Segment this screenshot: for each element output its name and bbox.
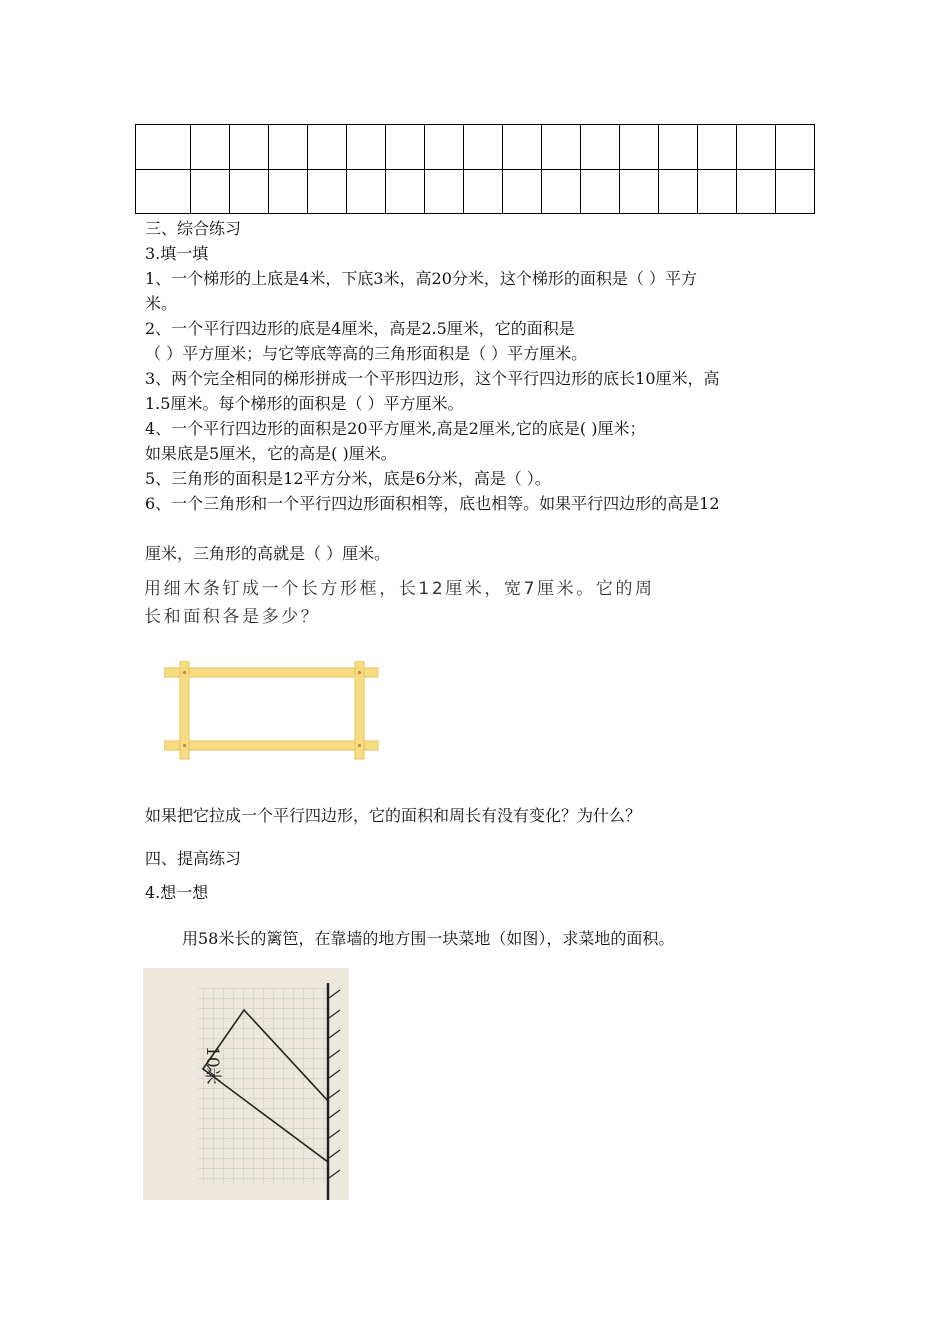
grid-cell [542, 169, 581, 214]
grid-cell [308, 125, 347, 170]
question-4: 4、一个平行四边形的面积是20平方厘米,高是2厘米,它的底是( )厘米； [145, 419, 646, 438]
question-2-cont: （ ）平方厘米；与它等底等高的三角形面积是（ ）平方厘米。 [145, 344, 588, 363]
section4-subheading: 4.想一想 [145, 883, 209, 902]
answer-grid-table [135, 124, 815, 214]
grid-cell [269, 125, 308, 170]
grid-cell [136, 125, 191, 170]
grid-cell [425, 169, 464, 214]
grid-cell [230, 125, 269, 170]
grid-cell [386, 125, 425, 170]
grid-cell [620, 125, 659, 170]
grid-cell [698, 169, 737, 214]
grid-cell [737, 169, 776, 214]
grid-cell [269, 169, 308, 214]
grid-cell [308, 169, 347, 214]
grid-cell [347, 125, 386, 170]
question-change: 如果把它拉成一个平行四边形，它的面积和周长有没有变化？为什么？ [145, 806, 642, 825]
scanned-problem-line-2: 长和面积各是多少？ [144, 607, 321, 627]
grid-cell [503, 125, 542, 170]
grid-cell [503, 169, 542, 214]
garden-side-label: 10米 [202, 1046, 222, 1085]
section3-heading: 三、综合练习 [145, 219, 242, 238]
grid-cell [698, 125, 737, 170]
garden-diagram-svg [143, 968, 349, 1200]
problem-fence: 用58米长的篱笆，在靠墙的地方围一块菜地（如图），求菜地的面积。 [182, 929, 675, 948]
grid-cell [464, 125, 503, 170]
grid-cell [581, 125, 620, 170]
grid-cell [191, 169, 230, 214]
grid-cell [659, 169, 698, 214]
grid-cell [191, 125, 230, 170]
grid-cell [464, 169, 503, 214]
grid-cell [737, 125, 776, 170]
question-6-cont: 厘米，三角形的高就是（ ）厘米。 [145, 544, 391, 563]
grid-cell [776, 169, 815, 214]
question-4-cont: 如果底是5厘米，它的高是( )厘米。 [145, 444, 397, 463]
question-1-cont: 米。 [145, 294, 178, 313]
grid-cell [542, 125, 581, 170]
grid-cell [659, 125, 698, 170]
scanned-problem-line-1: 用细木条钉成一个长方形框，长12厘米，宽7厘米。它的周 [144, 579, 655, 599]
question-5: 5、三角形的面积是12平方分米，底是6分米，高是（ ）。 [145, 469, 551, 488]
section3-subheading: 3.填一填 [145, 244, 209, 263]
scanned-problem-image [144, 575, 794, 631]
grid-cell [425, 125, 464, 170]
question-3: 3、两个完全相同的梯形拼成一个平形四边形，这个平行四边形的底长10厘米，高 [145, 369, 720, 388]
question-2: 2、一个平行四边形的底是4厘米，高是2.5厘米，它的面积是 [145, 319, 575, 338]
vegetable-garden-figure [143, 968, 349, 1200]
grid-cell [620, 169, 659, 214]
question-6: 6、一个三角形和一个平行四边形面积相等，底也相等。如果平行四边形的高是12 [145, 494, 720, 513]
grid-cell [136, 169, 191, 214]
question-1: 1、一个梯形的上底是4米，下底3米，高20分米，这个梯形的面积是（ ）平方 [145, 269, 697, 288]
section4-heading: 四、提高练习 [145, 849, 242, 868]
wooden-rectangle-frame [164, 661, 384, 761]
grid-cell [776, 125, 815, 170]
grid-cell [347, 169, 386, 214]
grid-cell [386, 169, 425, 214]
question-3-cont: 1.5厘米。每个梯形的面积是（ ）平方厘米。 [145, 394, 464, 413]
grid-cell [230, 169, 269, 214]
grid-cell [581, 169, 620, 214]
